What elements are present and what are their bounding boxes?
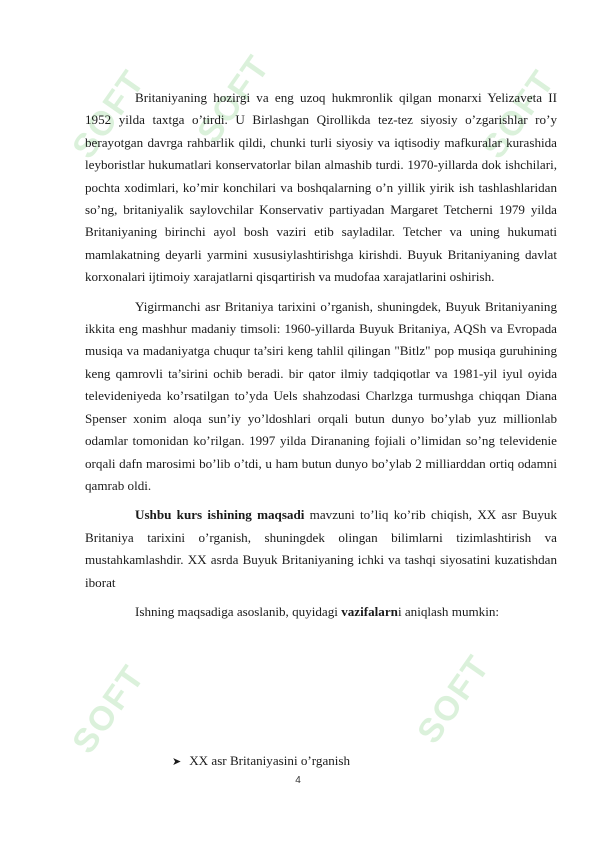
watermark: SOFT: [190, 47, 278, 151]
paragraph-1: Britaniyaning hozirgi va eng uzoq hukmronlik qilgan monarxi Yelizaveta II 1952 yilda taxtga o’tirdi. U Birlashgan Qirollikda tez-tez siyosiy o’zgarishlar ro’y berayotgan davrga rahbarlik qildi, chunki turli siyosiy va iqtisodiy mafkuralar kurashida leyboristlar hukumatlari konservatorlar bilan almashib turdi. 1970-yillarda dok ishchilari, pochta xodimlari, ko’mir konchilari va boshqalarning o’n yillik yirik ish tashlashlaridan so’ng, britaniyalik saylovchilar Konservativ partiyadan Margaret Tetcherni 1979 yilda Britaniyaning birinchi ayol bosh vaziri etib sayladilar. Tetcher va uning hukumati mamlakatning deyarli yarmini xususiylashtirishga kirishdi. Buyuk Britaniyaning davlat korxonalari ijtimoiy xarajatlarni qisqartirish va mudofaa xarajatlarini oshirish.: [85, 90, 557, 285]
goal-lead: Ushbu kurs ishining maqsadi: [135, 507, 305, 523]
page-number: 4: [295, 775, 301, 786]
paragraph-2: Yigirmanchi asr Britaniya tarixini o’rganish, shuningdek, Buyuk Britaniyaning ikkita eng mashhur madaniy timsoli: 1960-yillarda Buyuk Britaniya, AQSh va Evropada musiqa va madaniyatga chuqur ta’siri keng tahlil qilingan "Bitlz" pop musiqa guruhining keng qamrovli ta’sirini ochib beradi. bir qator ilmiy tadqiqotlar va 1981-yil iyul oyida televideniyeda ko’rsatilgan to’yda Uels shahzodasi Charlzga turmushga chiqqan Diana Spenser xonim aloqa sun’iy yo’ldoshlari orqali butun dunyo bo’ylab yuz millionlab odamlar tomonidan ko’rilgan. 1997 yilda Dirananing fojiali o’limidan so’ng televidenie orqali dafn marosimi bo’lib o’tdi, u ham butun dunyo bo’ylab 2 milliarddan ortiq odamni qamrab oldi.: [85, 298, 557, 493]
tasks-intro: Ishning maqsadiga asoslanib, quyidagi vazifalarni aniqlash mumkin:: [135, 603, 500, 619]
list-item: ➤ XX asr Britaniyasini o’rganish: [172, 753, 351, 768]
watermark: SOFT: [410, 647, 498, 751]
watermark: SOFT: [475, 62, 563, 166]
arrow-bullet-icon: ➤: [172, 755, 182, 768]
body-text: [85, 87, 557, 630]
watermark: SOFT: [65, 62, 153, 166]
paragraph-3: Ushbu kurs ishining maqsadi mavzuni to’liq ko’rib chiqish, XX asr Buyuk Britaniya tarixini o’rganish, shuningdek olingan bilimlarni tizimlashtirish va mustahkamlashdir. XX asrda Buyuk Britaniyaning ichki va tashqi siyosatini kuzatishdan iborat: [85, 507, 557, 590]
watermark: SOFT: [65, 657, 153, 761]
